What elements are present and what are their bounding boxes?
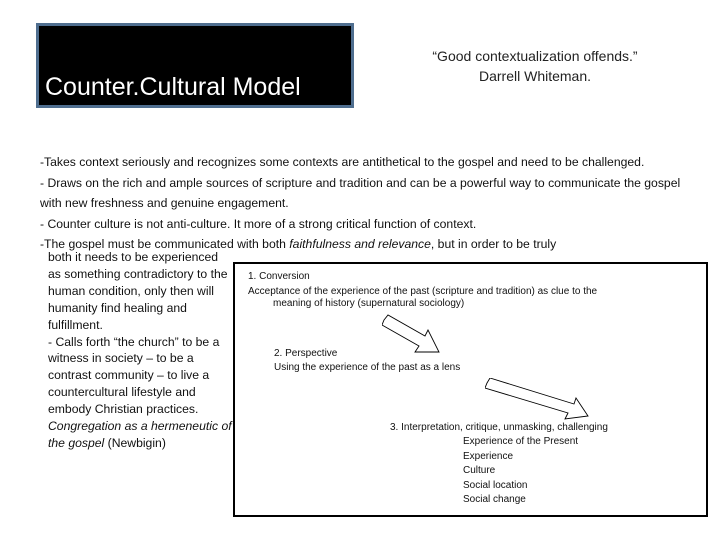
bullet-4-emphasis: faithfulness and relevance [289,237,431,251]
diagram-box [233,262,708,517]
step1-desc-line2: meaning of history (supernatural sociology) [273,298,465,309]
step2-desc: Using the experience of the past as a lens [274,362,461,373]
arrow-right-down-icon-2 [485,378,590,424]
left-paragraph-2 [48,334,233,452]
left-paragraph-1: both it needs to be experienced as something contradictory to the human condition, only then will humanity find healing and fulfillment. [48,250,228,332]
step3-title: 3. Interpretation, critique, unmasking, challenging [390,422,608,433]
bullet-3: - Counter culture is not anti-culture. It more of a strong critical function of context. [40,216,477,231]
title-box [36,23,354,108]
left-paragraph-2-post: (Newbigin) [104,435,166,450]
slide-title: Counter.Cultural Model [45,73,301,101]
step3-item-5: Social change [463,494,526,505]
bullet-4-post: , but in order to be truly [430,237,557,251]
bullet-4-pre: -The gospel must be communicated with both [40,237,290,251]
bullet-list [40,152,700,255]
quote-text: “Good contextualization offends.” [432,48,638,64]
quote-author: Darrell Whiteman. [478,68,592,84]
bullet-2: - Draws on the rich and ample sources of scripture and tradition and can be a powerful way to communicate the gospel with new freshness and genuine engagement. [40,175,681,210]
step3-item-2: Experience [463,451,514,462]
step1-desc-line1: Acceptance of the experience of the past (scripture and tradition) as clue to the [248,286,598,297]
quote-block [385,46,685,86]
step1-title: 1. Conversion [248,271,310,282]
left-paragraph-2-emphasis: Congregation as a hermeneutic of the gospel [48,419,232,450]
step3-item-4: Social location [463,480,528,491]
left-paragraph-2-pre: - Calls forth “the church” to be a witness in society – to be a contrast community – to live a countercultural lifestyle and embody Christian practices. [48,334,220,417]
arrow-right-down-icon-1 [382,312,442,358]
left-column-text [48,249,233,452]
step3-item-1: Experience of the Present [463,436,579,447]
step2-title: 2. Perspective [274,348,338,359]
bullet-1: -Takes context seriously and recognizes some contexts are antithetical to the gospel and need to be challenged. [40,155,645,169]
step3-item-3: Culture [463,465,496,476]
